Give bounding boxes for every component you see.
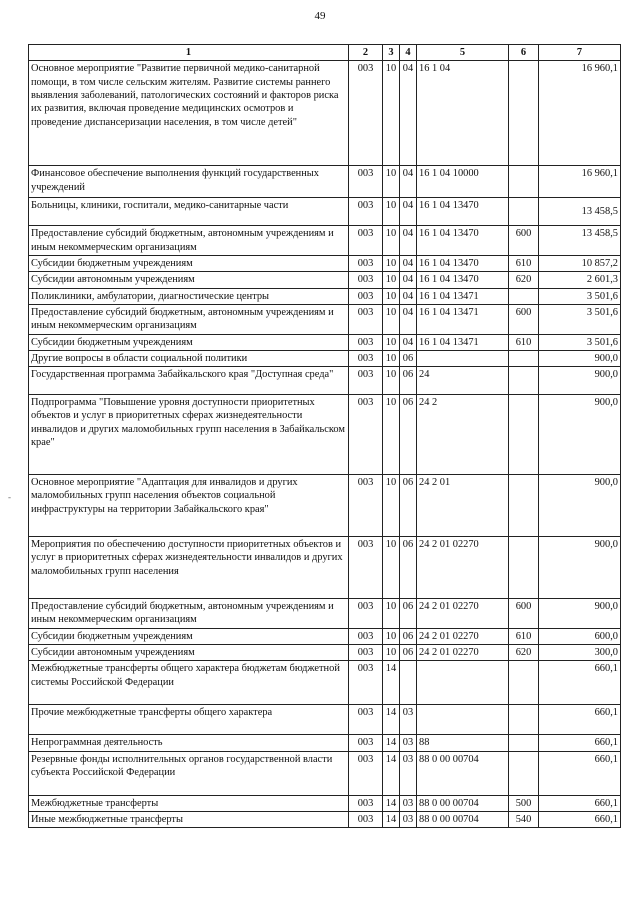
budget-table xyxy=(28,44,621,828)
row-code-admin-cell: 003 xyxy=(349,198,383,226)
row-target-article-cell xyxy=(417,705,509,735)
table-row xyxy=(29,255,621,271)
row-name-cell: Резервные фонды исполнительных органов государственной власти субъекта Российской Федерации xyxy=(29,751,349,795)
row-subsection-cell: 03 xyxy=(400,751,417,795)
table-row xyxy=(29,475,621,537)
row-code-admin-cell: 003 xyxy=(349,226,383,256)
row-target-article-cell: 24 xyxy=(417,367,509,395)
table-row xyxy=(29,795,621,811)
row-name-cell: Субсидии бюджетным учреждениям xyxy=(29,628,349,644)
row-code-admin-cell: 003 xyxy=(349,367,383,395)
row-expense-type-cell: 600 xyxy=(509,226,539,256)
table-row xyxy=(29,166,621,198)
row-amount-cell: 13 458,5 xyxy=(539,198,621,226)
row-target-article-cell: 16 1 04 13471 xyxy=(417,304,509,334)
row-amount-cell: 16 960,1 xyxy=(539,61,621,166)
row-expense-type-cell xyxy=(509,166,539,198)
row-amount-cell: 600,0 xyxy=(539,628,621,644)
row-name-cell: Предоставление субсидий бюджетным, автономным учреждениям и иным некоммерческим организациям xyxy=(29,304,349,334)
row-expense-type-cell xyxy=(509,751,539,795)
row-expense-type-cell: 540 xyxy=(509,812,539,828)
row-amount-cell: 900,0 xyxy=(539,350,621,366)
row-name-cell: Государственная программа Забайкальского края "Доступная среда" xyxy=(29,367,349,395)
table-row xyxy=(29,334,621,350)
row-code-admin-cell: 003 xyxy=(349,272,383,288)
row-code-admin-cell: 003 xyxy=(349,350,383,366)
row-name-cell: Субсидии бюджетным учреждениям xyxy=(29,334,349,350)
header-col-5: 5 xyxy=(417,45,509,61)
row-target-article-cell: 16 1 04 10000 xyxy=(417,166,509,198)
row-subsection-cell: 06 xyxy=(400,537,417,599)
row-amount-cell: 660,1 xyxy=(539,751,621,795)
row-amount-cell: 900,0 xyxy=(539,367,621,395)
row-expense-type-cell xyxy=(509,198,539,226)
row-name-cell: Субсидии автономным учреждениям xyxy=(29,272,349,288)
row-subsection-cell: 03 xyxy=(400,735,417,751)
row-name-cell: Предоставление субсидий бюджетным, автономным учреждениям и иным некоммерческим организациям xyxy=(29,226,349,256)
row-code-admin-cell: 003 xyxy=(349,751,383,795)
row-name-cell: Предоставление субсидий бюджетным, автономным учреждениям и иным некоммерческим организациям xyxy=(29,599,349,629)
row-code-admin-cell: 003 xyxy=(349,599,383,629)
table-row xyxy=(29,628,621,644)
row-expense-type-cell xyxy=(509,395,539,475)
row-section-cell: 10 xyxy=(383,350,400,366)
table-row xyxy=(29,395,621,475)
row-section-cell: 10 xyxy=(383,475,400,537)
row-expense-type-cell xyxy=(509,537,539,599)
row-name-cell: Поликлиники, амбулатории, диагностические центры xyxy=(29,288,349,304)
row-expense-type-cell xyxy=(509,735,539,751)
row-name-cell: Финансовое обеспечение выполнения функций государственных учреждений xyxy=(29,166,349,198)
table-row xyxy=(29,735,621,751)
table-row xyxy=(29,661,621,705)
row-code-admin-cell: 003 xyxy=(349,475,383,537)
row-amount-cell: 3 501,6 xyxy=(539,304,621,334)
row-amount-cell: 900,0 xyxy=(539,599,621,629)
row-section-cell: 10 xyxy=(383,395,400,475)
row-amount-cell: 16 960,1 xyxy=(539,166,621,198)
row-code-admin-cell: 003 xyxy=(349,61,383,166)
row-target-article-cell: 24 2 01 02270 xyxy=(417,537,509,599)
row-code-admin-cell: 003 xyxy=(349,395,383,475)
row-target-article-cell: 24 2 01 02270 xyxy=(417,599,509,629)
row-expense-type-cell: 600 xyxy=(509,304,539,334)
row-section-cell: 10 xyxy=(383,61,400,166)
table-row xyxy=(29,350,621,366)
row-amount-cell: 660,1 xyxy=(539,705,621,735)
page-number: 49 xyxy=(314,10,326,22)
row-target-article-cell xyxy=(417,350,509,366)
row-code-admin-cell: 003 xyxy=(349,304,383,334)
table-row xyxy=(29,61,621,166)
row-expense-type-cell: 620 xyxy=(509,645,539,661)
row-subsection-cell: 06 xyxy=(400,599,417,629)
table-row xyxy=(29,272,621,288)
row-code-admin-cell: 003 xyxy=(349,334,383,350)
row-code-admin-cell: 003 xyxy=(349,537,383,599)
row-section-cell: 10 xyxy=(383,255,400,271)
row-amount-cell: 900,0 xyxy=(539,475,621,537)
row-target-article-cell: 16 1 04 13470 xyxy=(417,198,509,226)
table-row xyxy=(29,812,621,828)
row-subsection-cell: 04 xyxy=(400,255,417,271)
table-row xyxy=(29,304,621,334)
row-subsection-cell: 03 xyxy=(400,705,417,735)
row-target-article-cell: 16 1 04 13470 xyxy=(417,272,509,288)
row-name-cell: Основное мероприятие "Адаптация для инвалидов и других маломобильных групп населения объектов социальной инфраструктуры на территории Забайкальского края" xyxy=(29,475,349,537)
table-row xyxy=(29,367,621,395)
row-name-cell: Межбюджетные трансферты xyxy=(29,795,349,811)
header-col-6: 6 xyxy=(509,45,539,61)
row-subsection-cell: 06 xyxy=(400,645,417,661)
row-code-admin-cell: 003 xyxy=(349,645,383,661)
row-subsection-cell: 04 xyxy=(400,334,417,350)
row-name-cell: Иные межбюджетные трансферты xyxy=(29,812,349,828)
row-subsection-cell xyxy=(400,661,417,705)
row-name-cell: Субсидии автономным учреждениям xyxy=(29,645,349,661)
row-amount-cell: 660,1 xyxy=(539,735,621,751)
row-amount-cell: 900,0 xyxy=(539,537,621,599)
row-code-admin-cell: 003 xyxy=(349,795,383,811)
row-subsection-cell: 04 xyxy=(400,198,417,226)
row-subsection-cell: 06 xyxy=(400,475,417,537)
row-target-article-cell: 24 2 01 02270 xyxy=(417,628,509,644)
row-code-admin-cell: 003 xyxy=(349,628,383,644)
row-subsection-cell: 04 xyxy=(400,304,417,334)
row-target-article-cell: 24 2 xyxy=(417,395,509,475)
row-target-article-cell: 88 xyxy=(417,735,509,751)
row-name-cell: Основное мероприятие "Развитие первичной медико-санитарной помощи, в том числе сельским жителям. Развитие системы раннего выявления заболеваний, патологических состояний и факторов риска их развития, включая проведение медицинских осмотров и проведение диспансеризации населения, в том числе детей" xyxy=(29,61,349,166)
table-row xyxy=(29,705,621,735)
row-subsection-cell: 06 xyxy=(400,367,417,395)
row-target-article-cell: 16 1 04 13471 xyxy=(417,288,509,304)
row-section-cell: 10 xyxy=(383,367,400,395)
row-name-cell: Больницы, клиники, госпитали, медико-санитарные части xyxy=(29,198,349,226)
row-expense-type-cell xyxy=(509,288,539,304)
table-row xyxy=(29,226,621,256)
row-name-cell: Субсидии бюджетным учреждениям xyxy=(29,255,349,271)
row-section-cell: 10 xyxy=(383,272,400,288)
row-expense-type-cell xyxy=(509,350,539,366)
row-expense-type-cell xyxy=(509,61,539,166)
row-section-cell: 10 xyxy=(383,599,400,629)
row-amount-cell: 660,1 xyxy=(539,795,621,811)
row-subsection-cell: 03 xyxy=(400,795,417,811)
row-code-admin-cell: 003 xyxy=(349,661,383,705)
row-amount-cell: 13 458,5 xyxy=(539,226,621,256)
row-subsection-cell: 04 xyxy=(400,61,417,166)
row-section-cell: 10 xyxy=(383,645,400,661)
row-expense-type-cell xyxy=(509,367,539,395)
row-expense-type-cell xyxy=(509,475,539,537)
row-subsection-cell: 04 xyxy=(400,272,417,288)
row-subsection-cell: 06 xyxy=(400,395,417,475)
row-name-cell: Подпрограмма "Повышение уровня доступности приоритетных объектов и услуг в приоритетных сферах жизнедеятельности инвалидов и других маломобильных групп населения в Забайкальском крае" xyxy=(29,395,349,475)
row-expense-type-cell: 610 xyxy=(509,334,539,350)
row-amount-cell: 900,0 xyxy=(539,395,621,475)
row-subsection-cell: 06 xyxy=(400,350,417,366)
row-target-article-cell: 24 2 01 02270 xyxy=(417,645,509,661)
row-section-cell: 14 xyxy=(383,751,400,795)
table-row xyxy=(29,645,621,661)
row-amount-cell: 300,0 xyxy=(539,645,621,661)
table-row xyxy=(29,288,621,304)
row-target-article-cell: 88 0 00 00704 xyxy=(417,795,509,811)
table-row xyxy=(29,198,621,226)
row-name-cell: Мероприятия по обеспечению доступности приоритетных объектов и услуг в приоритетных сферах жизнедеятельности инвалидов и других маломобильных групп населения xyxy=(29,537,349,599)
row-amount-cell: 3 501,6 xyxy=(539,288,621,304)
row-section-cell: 10 xyxy=(383,166,400,198)
table-row xyxy=(29,599,621,629)
row-expense-type-cell: 600 xyxy=(509,599,539,629)
row-expense-type-cell: 620 xyxy=(509,272,539,288)
table-header-row xyxy=(29,45,621,61)
header-col-1: 1 xyxy=(29,45,349,61)
row-target-article-cell xyxy=(417,661,509,705)
row-target-article-cell: 88 0 00 00704 xyxy=(417,751,509,795)
row-code-admin-cell: 003 xyxy=(349,288,383,304)
table-row xyxy=(29,751,621,795)
row-section-cell: 14 xyxy=(383,812,400,828)
row-section-cell: 14 xyxy=(383,661,400,705)
row-expense-type-cell: 610 xyxy=(509,628,539,644)
row-subsection-cell: 03 xyxy=(400,812,417,828)
row-section-cell: 14 xyxy=(383,705,400,735)
row-subsection-cell: 06 xyxy=(400,628,417,644)
row-subsection-cell: 04 xyxy=(400,166,417,198)
row-amount-cell: 660,1 xyxy=(539,661,621,705)
row-target-article-cell: 16 1 04 13470 xyxy=(417,255,509,271)
row-target-article-cell: 16 1 04 xyxy=(417,61,509,166)
header-col-3: 3 xyxy=(383,45,400,61)
row-expense-type-cell xyxy=(509,661,539,705)
row-subsection-cell: 04 xyxy=(400,288,417,304)
row-code-admin-cell: 003 xyxy=(349,812,383,828)
row-amount-cell: 660,1 xyxy=(539,812,621,828)
row-section-cell: 10 xyxy=(383,226,400,256)
margin-mark: - xyxy=(8,492,11,502)
row-section-cell: 10 xyxy=(383,334,400,350)
row-amount-cell: 10 857,2 xyxy=(539,255,621,271)
row-amount-cell: 2 601,3 xyxy=(539,272,621,288)
row-target-article-cell: 16 1 04 13471 xyxy=(417,334,509,350)
row-subsection-cell: 04 xyxy=(400,226,417,256)
row-code-admin-cell: 003 xyxy=(349,255,383,271)
row-expense-type-cell xyxy=(509,705,539,735)
row-name-cell: Другие вопросы в области социальной политики xyxy=(29,350,349,366)
header-col-2: 2 xyxy=(349,45,383,61)
row-expense-type-cell: 500 xyxy=(509,795,539,811)
header-col-7: 7 xyxy=(539,45,621,61)
row-expense-type-cell: 610 xyxy=(509,255,539,271)
row-name-cell: Прочие межбюджетные трансферты общего характера xyxy=(29,705,349,735)
row-section-cell: 14 xyxy=(383,795,400,811)
table-row xyxy=(29,537,621,599)
row-section-cell: 10 xyxy=(383,288,400,304)
row-section-cell: 10 xyxy=(383,304,400,334)
row-section-cell: 10 xyxy=(383,628,400,644)
row-code-admin-cell: 003 xyxy=(349,166,383,198)
row-target-article-cell: 88 0 00 00704 xyxy=(417,812,509,828)
row-code-admin-cell: 003 xyxy=(349,735,383,751)
row-amount-cell: 3 501,6 xyxy=(539,334,621,350)
row-name-cell: Непрограммная деятельность xyxy=(29,735,349,751)
row-section-cell: 10 xyxy=(383,537,400,599)
header-col-4: 4 xyxy=(400,45,417,61)
row-section-cell: 14 xyxy=(383,735,400,751)
row-section-cell: 10 xyxy=(383,198,400,226)
row-name-cell: Межбюджетные трансферты общего характера бюджетам бюджетной системы Российской Федерации xyxy=(29,661,349,705)
row-code-admin-cell: 003 xyxy=(349,705,383,735)
row-target-article-cell: 16 1 04 13470 xyxy=(417,226,509,256)
row-target-article-cell: 24 2 01 xyxy=(417,475,509,537)
